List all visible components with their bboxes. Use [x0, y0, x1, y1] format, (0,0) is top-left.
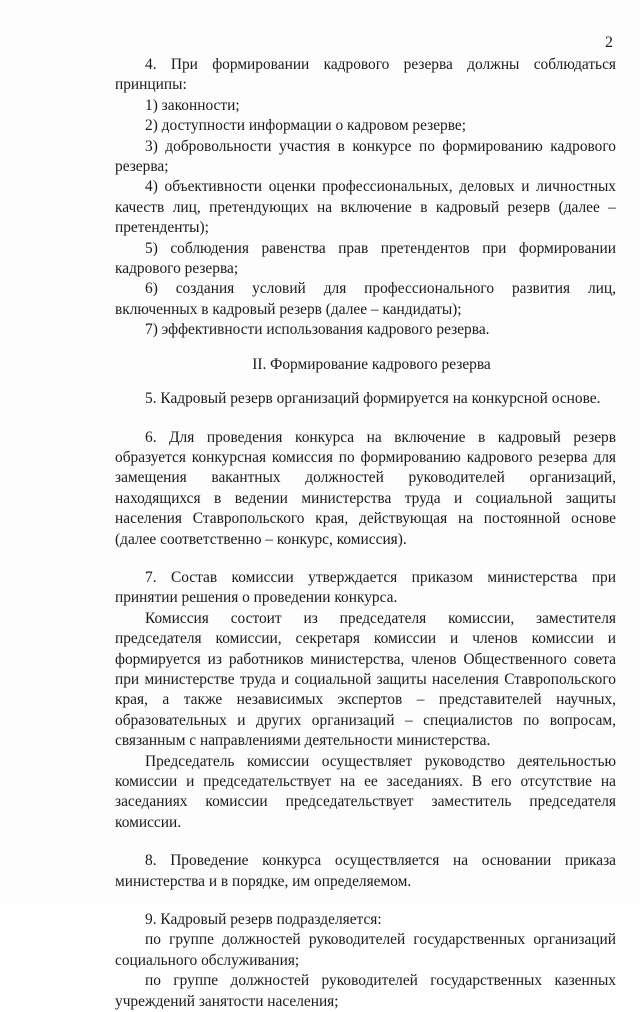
paragraph-item-9: 9. Кадровый резерв подразделяется:: [145, 911, 382, 929]
paragraph-principle-5: 5) соблюдения равенства прав претендентов при формировании кадрового резерва;: [115, 239, 616, 278]
page-number: 2: [605, 34, 613, 51]
paragraph-principle-4: 4) объективности оценки профессиональных, деловых и личностных качеств лиц, претендующих на включение в кадровый резерв (далее – претенденты);: [115, 178, 616, 237]
paragraph-principles-intro: 4. При формировании кадрового резерва должны соблюдаться принципы:: [115, 56, 616, 94]
paragraph-principle-2: 2) доступности информации о кадровом резерве;: [145, 117, 467, 135]
paragraph-item-7: 7. Состав комиссии утверждается приказом министерства при принятии решения о проведении конкурса.: [115, 568, 616, 607]
paragraph-principle-7: 7) эффективности использования кадрового резерва.: [145, 321, 490, 339]
paragraph-item-8: 8. Проведение конкурса осуществляется на основании приказа министерства и в порядке, им определяемом.: [115, 852, 616, 890]
paragraph-commission-composition: Комиссия состоит из председателя комиссии, заместителя председателя комиссии, секретаря комиссии и членов комиссии и формируется из работников министерства, членов Общественного совета при министерстве труда и социальной защиты населения Ставропольского края, а также независимых экспертов – представителей научных, образовательных и других организаций – специалистов по вопросам, связанным с направлениями деятельности министерства.: [115, 609, 616, 750]
paragraph-principle-3: 3) добровольности участия в конкурсе по формированию кадрового резерва;: [115, 137, 616, 176]
paragraph-reserve-group-employment: по группе должностей руководителей государственных казенных учреждений занятости населения;: [115, 972, 616, 1010]
paragraph-principle-6: 6) создания условий для профессионального развития лиц, включенных в кадровый резерв (далее – кандидаты);: [115, 280, 616, 318]
document-body: [115, 55, 616, 1012]
paragraph-principle-1: 1) законности;: [145, 96, 240, 114]
paragraph-commission-chair: Председатель комиссии осуществляет руководство деятельностью комиссии и председательствует на ее заседаниях. В его отсутствие на заседаниях комиссии председательствует заместитель председателя комиссии.: [115, 752, 616, 831]
section-heading-ii: II. Формирование кадрового резерва: [252, 355, 491, 373]
paragraph-reserve-group-social: по группе должностей руководителей государственных организаций социального обслуживания;: [115, 931, 616, 969]
paragraph-item-5: 5. Кадровый резерв организаций формируется на конкурсной основе.: [145, 390, 601, 408]
paragraph-item-6: 6. Для проведения конкурса на включение в кадровый резерв образуется конкурсная комиссия по формированию кадрового резерва для замещения вакантных должностей руководителей организаций, находящихся в ведении министерства труда и социальной защиты населения Ставропольского края, действующая на постоянной основе (далее соответственно – конкурс, комиссия).: [115, 428, 616, 548]
